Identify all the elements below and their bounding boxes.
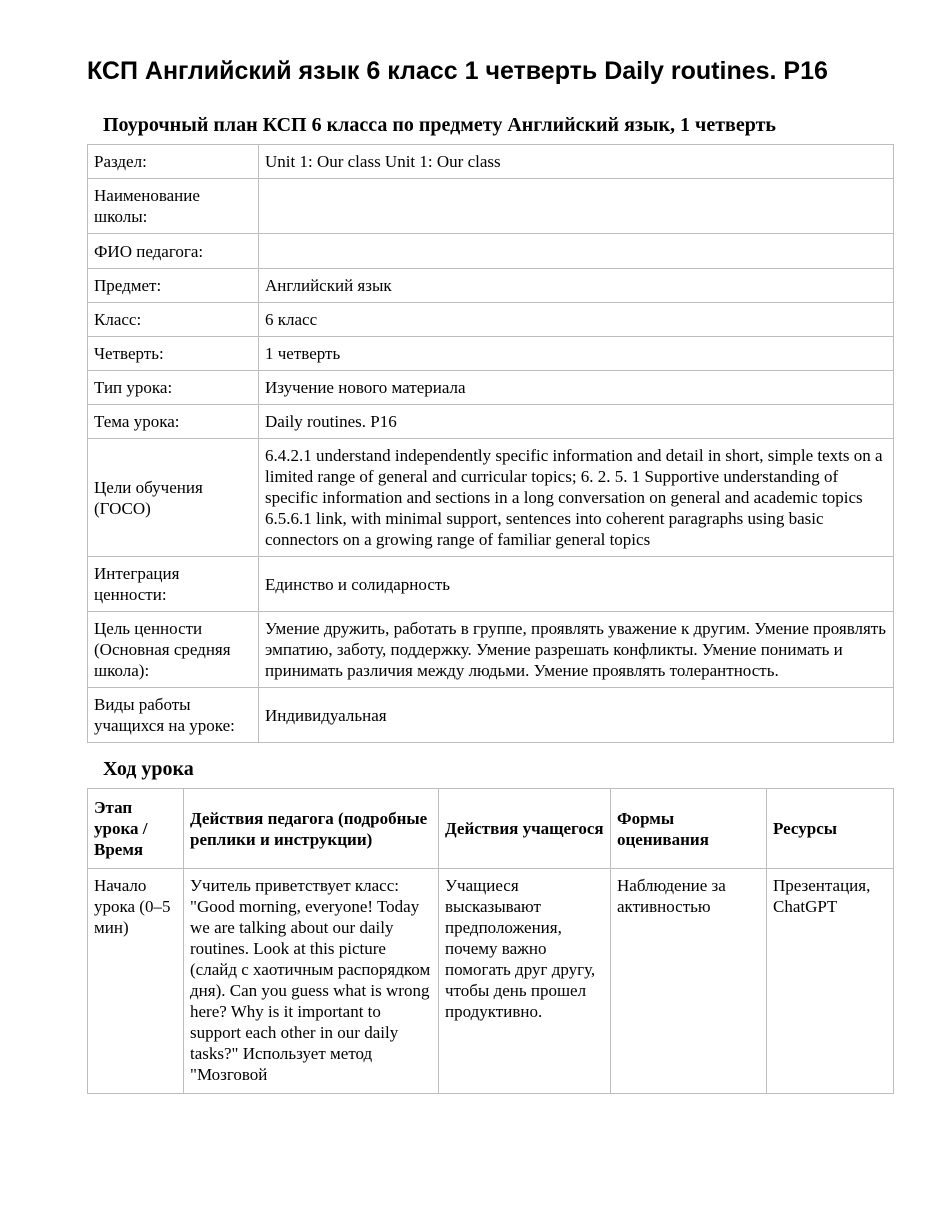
info-label-teacher: ФИО педагога:	[88, 234, 259, 269]
cell-resources: Презентация, ChatGPT	[767, 869, 894, 1094]
lesson-heading: Ход урока	[103, 758, 194, 780]
cell-teacher-actions: Учитель приветствует класс: "Good morning, everyone! Today we are talking about our daily routines. Look at this picture (слайд с хаотичным распорядком дня). Can you guess what is wrong here? Why is it important to support each other in our daily tasks?" Использует метод "Мозговой	[184, 869, 439, 1094]
column-header-teacher-actions: Действия педагога (подробные реплики и инструкции)	[184, 789, 439, 869]
column-header-assessment: Формы оценивания	[611, 789, 767, 869]
table-row	[88, 179, 894, 234]
lesson-flow-table	[87, 788, 894, 1094]
column-header-stage: Этап урока / Время	[88, 789, 184, 869]
info-label-school: Наименование школы:	[88, 179, 259, 234]
info-label-grade: Класс:	[88, 303, 259, 337]
info-label-section: Раздел:	[88, 145, 259, 179]
document-page	[87, 56, 893, 1094]
info-value-grade: 6 класс	[259, 303, 894, 337]
info-value-topic: Daily routines. P16	[259, 405, 894, 439]
info-value-quarter: 1 четверть	[259, 337, 894, 371]
document-title: КСП Английский язык 6 класс 1 четверть Daily routines. P16	[87, 57, 828, 85]
info-label-work-types: Виды работы учащихся на уроке:	[88, 688, 259, 743]
table-row	[88, 371, 894, 405]
cell-stage: Начало урока (0–5 мин)	[88, 869, 184, 1094]
info-label-objectives: Цели обучения (ГОСО)	[88, 439, 259, 557]
table-row	[88, 869, 894, 1094]
table-row	[88, 612, 894, 688]
info-value-value-goal: Умение дружить, работать в группе, проявлять уважение к другим. Умение проявлять эмпатию, заботу, поддержку. Умение разрешать конфликты. Умение понимать и принимать различия между людьми. Умение проявлять толерантность.	[259, 612, 894, 688]
info-value-value-integration: Единство и солидарность	[259, 557, 894, 612]
table-row	[88, 439, 894, 557]
info-value-objectives: 6.4.2.1 understand independently specific information and detail in short, simple texts on a limited range of general and curricular topics; 6. 2. 5. 1 Supportive understanding of specific information and sections in a long conversation on general and academic topics 6.5.6.1 link, with minimal support, sentences into coherent paragraphs using basic connectors on a growing range of familiar general topics	[259, 439, 894, 557]
info-label-subject: Предмет:	[88, 269, 259, 303]
table-row	[88, 557, 894, 612]
info-label-value-goal: Цель ценности (Основная средняя школа):	[88, 612, 259, 688]
cell-student-actions: Учащиеся высказывают предположения, почему важно помогать друг другу, чтобы день прошел продуктивно.	[439, 869, 611, 1094]
info-value-school	[259, 179, 894, 234]
lesson-info-table	[87, 144, 894, 743]
info-label-value-integration: Интеграция ценности:	[88, 557, 259, 612]
info-label-lesson-type: Тип урока:	[88, 371, 259, 405]
column-header-resources: Ресурсы	[767, 789, 894, 869]
cell-assessment: Наблюдение за активностью	[611, 869, 767, 1094]
table-row	[88, 337, 894, 371]
table-row	[88, 303, 894, 337]
table-row	[88, 145, 894, 179]
plan-heading: Поурочный план КСП 6 класса по предмету Английский язык, 1 четверть	[103, 114, 776, 136]
info-value-subject: Английский язык	[259, 269, 894, 303]
info-value-lesson-type: Изучение нового материала	[259, 371, 894, 405]
table-row	[88, 269, 894, 303]
column-header-student-actions: Действия учащегося	[439, 789, 611, 869]
table-row	[88, 234, 894, 269]
info-label-topic: Тема урока:	[88, 405, 259, 439]
info-value-section: Unit 1: Our class Unit 1: Our class	[259, 145, 894, 179]
table-header-row	[88, 789, 894, 869]
table-row	[88, 688, 894, 743]
info-value-work-types: Индивидуальная	[259, 688, 894, 743]
info-value-teacher	[259, 234, 894, 269]
info-label-quarter: Четверть:	[88, 337, 259, 371]
table-row	[88, 405, 894, 439]
